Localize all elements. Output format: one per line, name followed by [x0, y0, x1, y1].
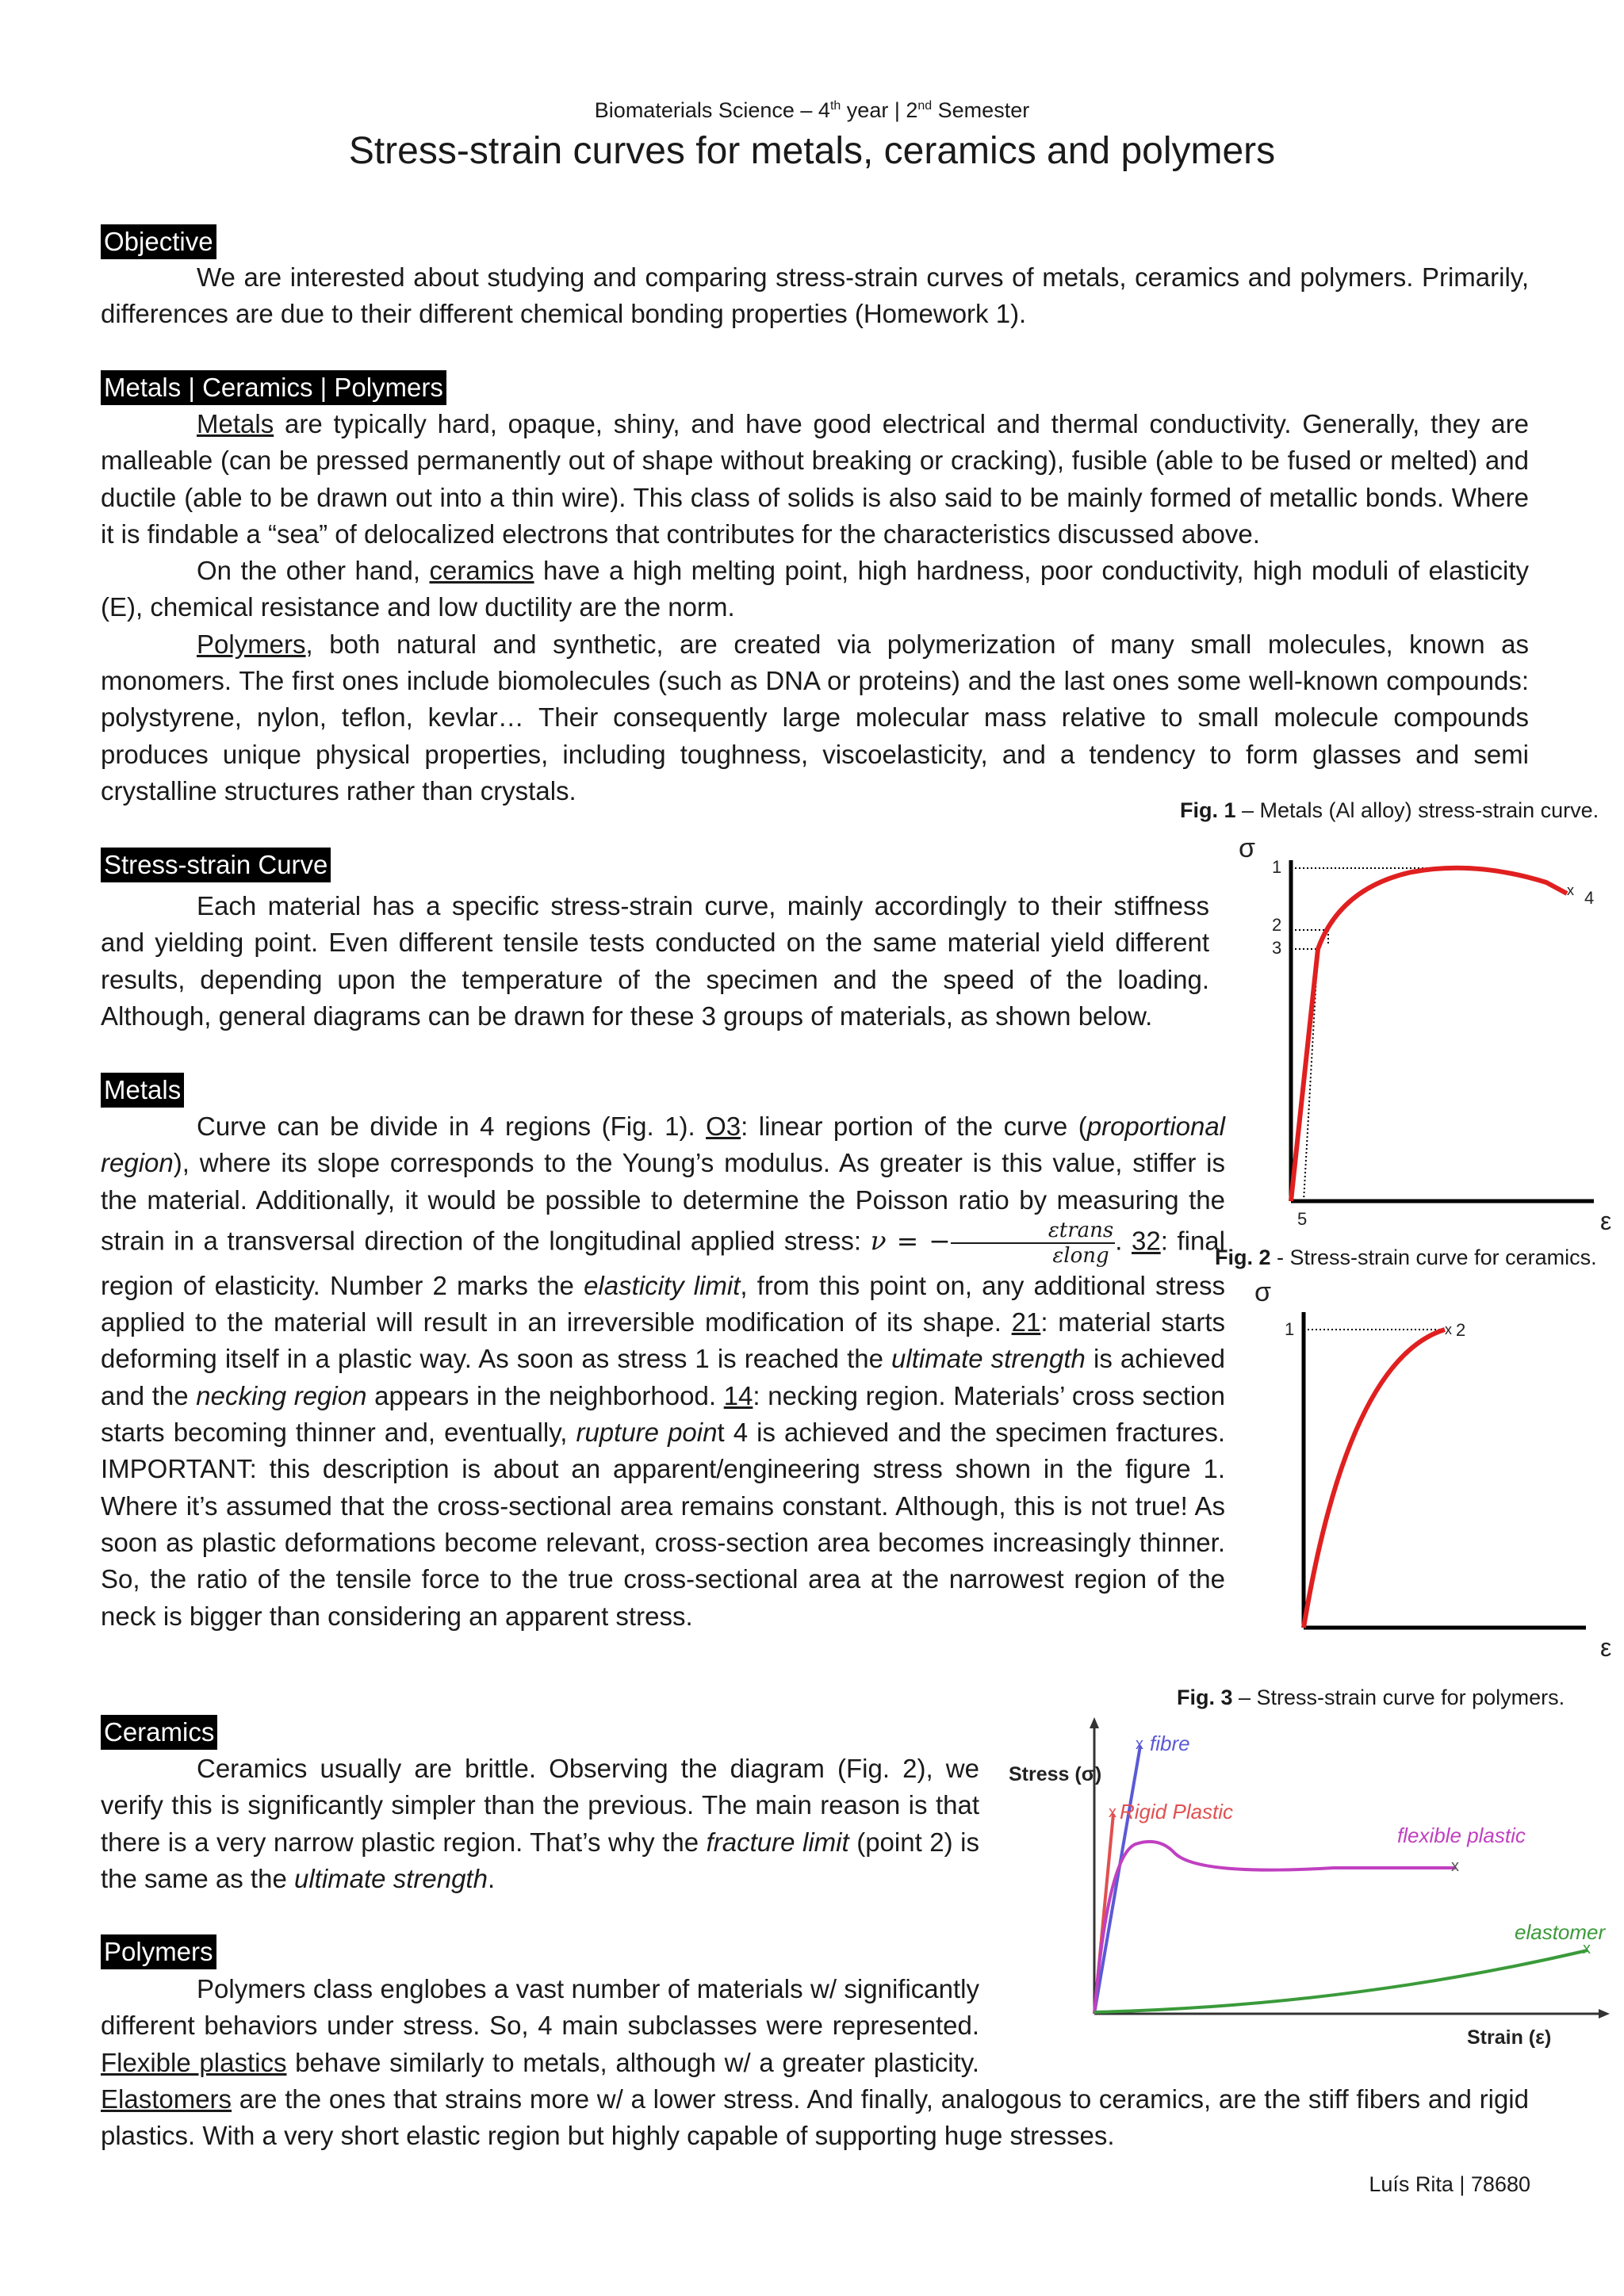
- fig3-x-label: Strain (ε): [1467, 2026, 1552, 2049]
- figure-spacer: [979, 1971, 1529, 2074]
- term-metals: Metals: [197, 409, 274, 438]
- fig3-flexible-label: flexible plastic: [1397, 1823, 1526, 1847]
- page-title: Stress-strain curves for metals, ceramics and polymers: [348, 130, 1276, 172]
- section-heading-objective: Objective: [101, 224, 216, 259]
- fig2-point-2: 2: [1456, 1320, 1466, 1340]
- section-heading-polymers: Polymers: [101, 1934, 216, 1969]
- term-ceramics: ceramics: [429, 556, 534, 586]
- fig1-y-label: σ: [1239, 833, 1255, 863]
- metals-paragraph: Curve can be divide in 4 regions (Fig. 1). O3: linear portion of the curve (proportional region), where its slope corresponds to the Young’s modulus. As greater is this value, stiffer is the material. Additionally, it would be possible to determine the Poisson ratio by measuring the strain in a transversal direction of the longitudinal applied stress: ν = − $\frac{\text{εtrans}}{\text{εlong}}$ . 32: final region of elasticity. Number 2 marks the elasticity limit, from this point on, any additional stress applied to the material will result in an irreversible modification of its shape. 21: material starts deforming itself in a plastic way. As soon as stress 1 is reached the ultimate strength is achieved and the necking region appears in the neighborhood. 14: necking region. Materials’ cross section starts becoming thinner and, eventually, rupture point 4 is achieved and the specimen fractures. IMPORTANT: this description is about an apparent/engineering stress shown in the figure 1. Where it’s assumed that the cross-sectional area remains constant. Although, this is not true! As soon as plastic deformations become relevant, cross-section area becomes increasingly thinner. So, the ratio of the tensile force to the true cross-sectional area at the narrowest region of the neck is bigger than considering an apparent stress.: [101, 1112, 1226, 1631]
- mcp-paragraphs: Metals are typically hard, opaque, shiny, and have good electrical and thermal conductivity. Generally, they are malleable (can be pressed permanently out of shape without breaking or cracking), fusible (able to be fused or melted) and ductile (able to be drawn out into a thin wire). This class of solids is also said to be mainly formed of metallic bonds. Where it is findable a “sea” of delocalized electrons that contributes for the characteristics discussed above. On the other hand, ceramics have a high melting point, high hardness, poor conductivity, high moduli of elasticity (E), chemical resistance and low ductility are the norm. Polymers, both natural and synthetic, are created via polymerization of many small molecules, known as monomers. The first ones include biomolecules (such as DNA or proteins) and the last ones some well-known compounds: polystyrene, nylon, teflon, kevlar… Their consequently large molecular mass relative to small molecule compounds produces unique physical properties, including toughness, viscoelasticity, and a tendency to form glasses and semi crystalline structures rather than crystals.: [101, 409, 1529, 806]
- fig2-y-label: σ: [1254, 1277, 1271, 1307]
- fig1-x-label: ε: [1600, 1207, 1612, 1235]
- ssc-text: Each material has a specific stress-strain curve, mainly accordingly to their stiffness and yielding point. Even different tensile tests conducted on the same material yield different results, depending upon the temperature of the specimen and the speed of the loading. Although, general diagrams can be drawn for these 3 groups of materials, as shown below.: [101, 891, 1209, 1031]
- fig1-point-3: 3: [1272, 938, 1282, 958]
- fig2-curve: [1304, 1330, 1445, 1628]
- fig1-rupture-mark: x: [1567, 882, 1574, 898]
- fig3-elastomer-label: elastomer: [1515, 1920, 1606, 1944]
- section-heading-mcp: Metals | Ceramics | Polymers: [101, 370, 446, 405]
- fig2-point-1: 1: [1285, 1319, 1295, 1339]
- fig3-y-arrow: [1090, 1717, 1099, 1728]
- fig3-fibre-label: fibre: [1150, 1732, 1190, 1755]
- fig3-y-label: Stress (σ): [1009, 1763, 1102, 1785]
- fig3-rigid-x: x: [1109, 1804, 1116, 1821]
- term-polymers: Polymers: [197, 629, 306, 659]
- fig1-point-5: 5: [1297, 1209, 1308, 1229]
- ssc-paragraph: [101, 888, 1209, 1035]
- fig3-elastomer-x: x: [1583, 1940, 1591, 1957]
- fig1-caption: Fig. 1 – Metals (Al alloy) stress-strain curve.: [1180, 798, 1599, 822]
- fig1-point-1: 1: [1272, 857, 1282, 877]
- polymers-paragraph: Polymers class englobes a vast number of materials w/ significantly different behaviors under stress. So, 4 main subclasses were represented. Flexible plastics behave similarly to metals, although w/ a greater plasticity. Elastomers are the ones that strains more w/ a lower stress. And finally, analogous to ceramics, are the stiff fibers and rigid plastics. With a very short elastic region but highly capable of supporting huge stresses.: [101, 1971, 1529, 2154]
- fig2-caption: Fig. 2 - Stress-strain curve for ceramics.: [1215, 1246, 1597, 1269]
- fig1-metals-chart: [1221, 828, 1618, 1241]
- section-heading-metals: Metals: [101, 1073, 184, 1108]
- fig1-curve: [1291, 868, 1567, 1201]
- fig1-point-2: 2: [1272, 915, 1282, 935]
- poisson-fraction: $\frac{\text{εtrans}}{\text{εlong}}$: [951, 1219, 1115, 1268]
- objective-paragraph: [101, 259, 1529, 333]
- objective-text: We are interested about studying and comparing stress-strain curves of metals, ceramics and polymers. Primarily, differences are due to their different chemical bonding properties (Homework 1).: [101, 262, 1529, 329]
- section-heading-ceramics: Ceramics: [101, 1715, 217, 1750]
- fig3-rigid-label: Rigid Plastic: [1120, 1800, 1234, 1823]
- fig2-ceramics-chart: [1237, 1272, 1618, 1661]
- fig3-flexible-x: x: [1451, 1858, 1459, 1875]
- section-heading-ssc: Stress-strain Curve: [101, 848, 331, 882]
- fig3-x-arrow: [1599, 2009, 1610, 2019]
- fig2-x-label: ε: [1600, 1633, 1612, 1661]
- poisson-eq-lhs: ν = −: [870, 1225, 951, 1257]
- course-header: Biomaterials Science – 4th year | 2nd Semester: [594, 98, 1030, 122]
- author-footer: Luís Rita | 78680: [1369, 2172, 1530, 2196]
- fig3-fibre-x: x: [1136, 1735, 1143, 1753]
- fig1-point-4: 4: [1584, 888, 1595, 908]
- ceramics-paragraph: Ceramics usually are brittle. Observing the diagram (Fig. 2), we verify this is significantly simpler than the previous. The main reason is that there is a very narrow plastic region. That’s why the fracture limit (point 2) is the same as the ultimate strength.: [101, 1754, 979, 1893]
- fig3-caption: Fig. 3 – Stress-strain curve for polymers.: [1177, 1686, 1565, 1709]
- fig2-fracture-mark: x: [1445, 1322, 1452, 1337]
